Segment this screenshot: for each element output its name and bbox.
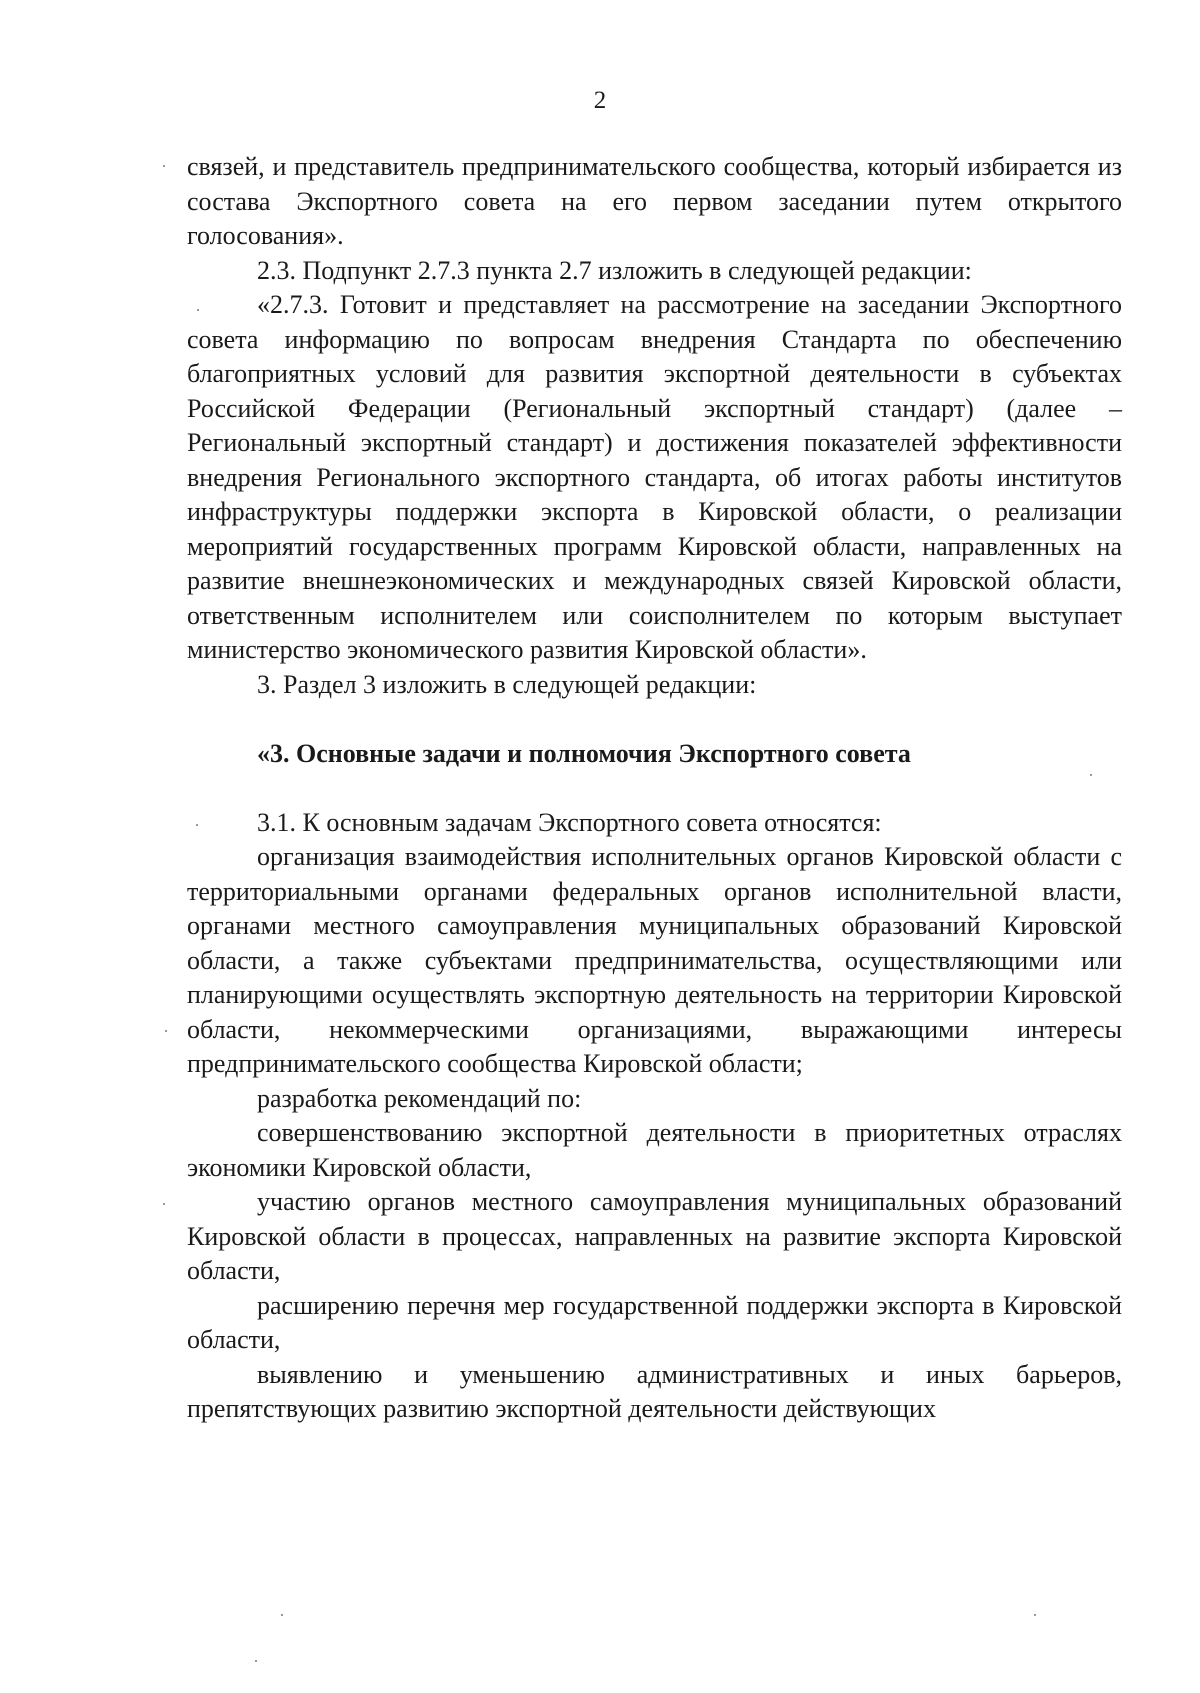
scan-speck [281,1614,283,1616]
paragraph: 2.3. Подпункт 2.7.3 пункта 2.7 изложить в следующей редакции: [257,255,972,285]
paragraph: выявлению и уменьшению административных и иных барьеров, препятствующих развитию экспортной деятельности действующих [187,1359,1122,1423]
document-body [187,150,1122,1427]
scan-speck [165,1030,167,1032]
paragraph: 3. Раздел 3 изложить в следующей редакции: [257,669,757,699]
paragraph: организация взаимодействия исполнительных органов Кировской области с территориальными органами федеральных органов исполнительной власти, органами местного самоуправления муниципальных образований Кировской области, а также субъектами предпринимательства, осуществляющими или планирующими осуществлять экспортную деятельность на территории Кировской области, некоммерческими организациями, выражающими интересы предпринимательского сообщества Кировской области; [187,842,1122,1078]
blank-line [187,702,1122,737]
paragraph: совершенствованию экспортной деятельности в приоритетных отраслях экономики Кировской области, [187,1118,1122,1182]
scan-speck [1090,774,1092,776]
scan-speck [196,824,198,826]
paragraph: разработка рекомендаций по: [257,1083,582,1113]
scan-speck [163,1203,165,1205]
page-number: 2 [593,87,607,114]
paragraph: 3.1. К основным задачам Экспортного совета относятся: [257,807,882,837]
section-heading: «3. Основные задачи и полномочия Экспортного совета [257,738,911,768]
scan-speck [197,309,199,311]
scan-speck [163,165,165,167]
paragraph: связей, и представитель предпринимательского сообщества, который избирается из состава Экспортного совета на его первом заседании путем открытого голосования». [187,152,1122,250]
scan-speck [1034,1614,1036,1616]
paragraph: участию органов местного самоуправления муниципальных образований Кировской области в процессах, направленных на развитие экспорта Кировской области, [187,1187,1122,1285]
paragraph: «2.7.3. Готовит и представляет на рассмотрение на заседании Экспортного совета информацию по вопросам внедрения Стандарта по обеспечению благоприятных условий для развития экспортной деятельности в субъектах Российской Федерации (Региональный экспортный стандарт) (далее – Региональный экспортный стандарт) и достижения показателей эффективности внедрения Регионального экспортного стандарта, об итогах работы институтов инфраструктуры поддержки экспорта в Кировской области, о реализации мероприятий государственных программ Кировской области, направленных на развитие внешнеэкономических и международных связей Кировской области, ответственным исполнителем или соисполнителем по которым выступает министерство экономического развития Кировской области». [187,290,1122,664]
blank-line [187,771,1122,806]
paragraph: расширению перечня мер государственной поддержки экспорта в Кировской области, [187,1290,1122,1354]
scan-speck [255,1660,257,1662]
